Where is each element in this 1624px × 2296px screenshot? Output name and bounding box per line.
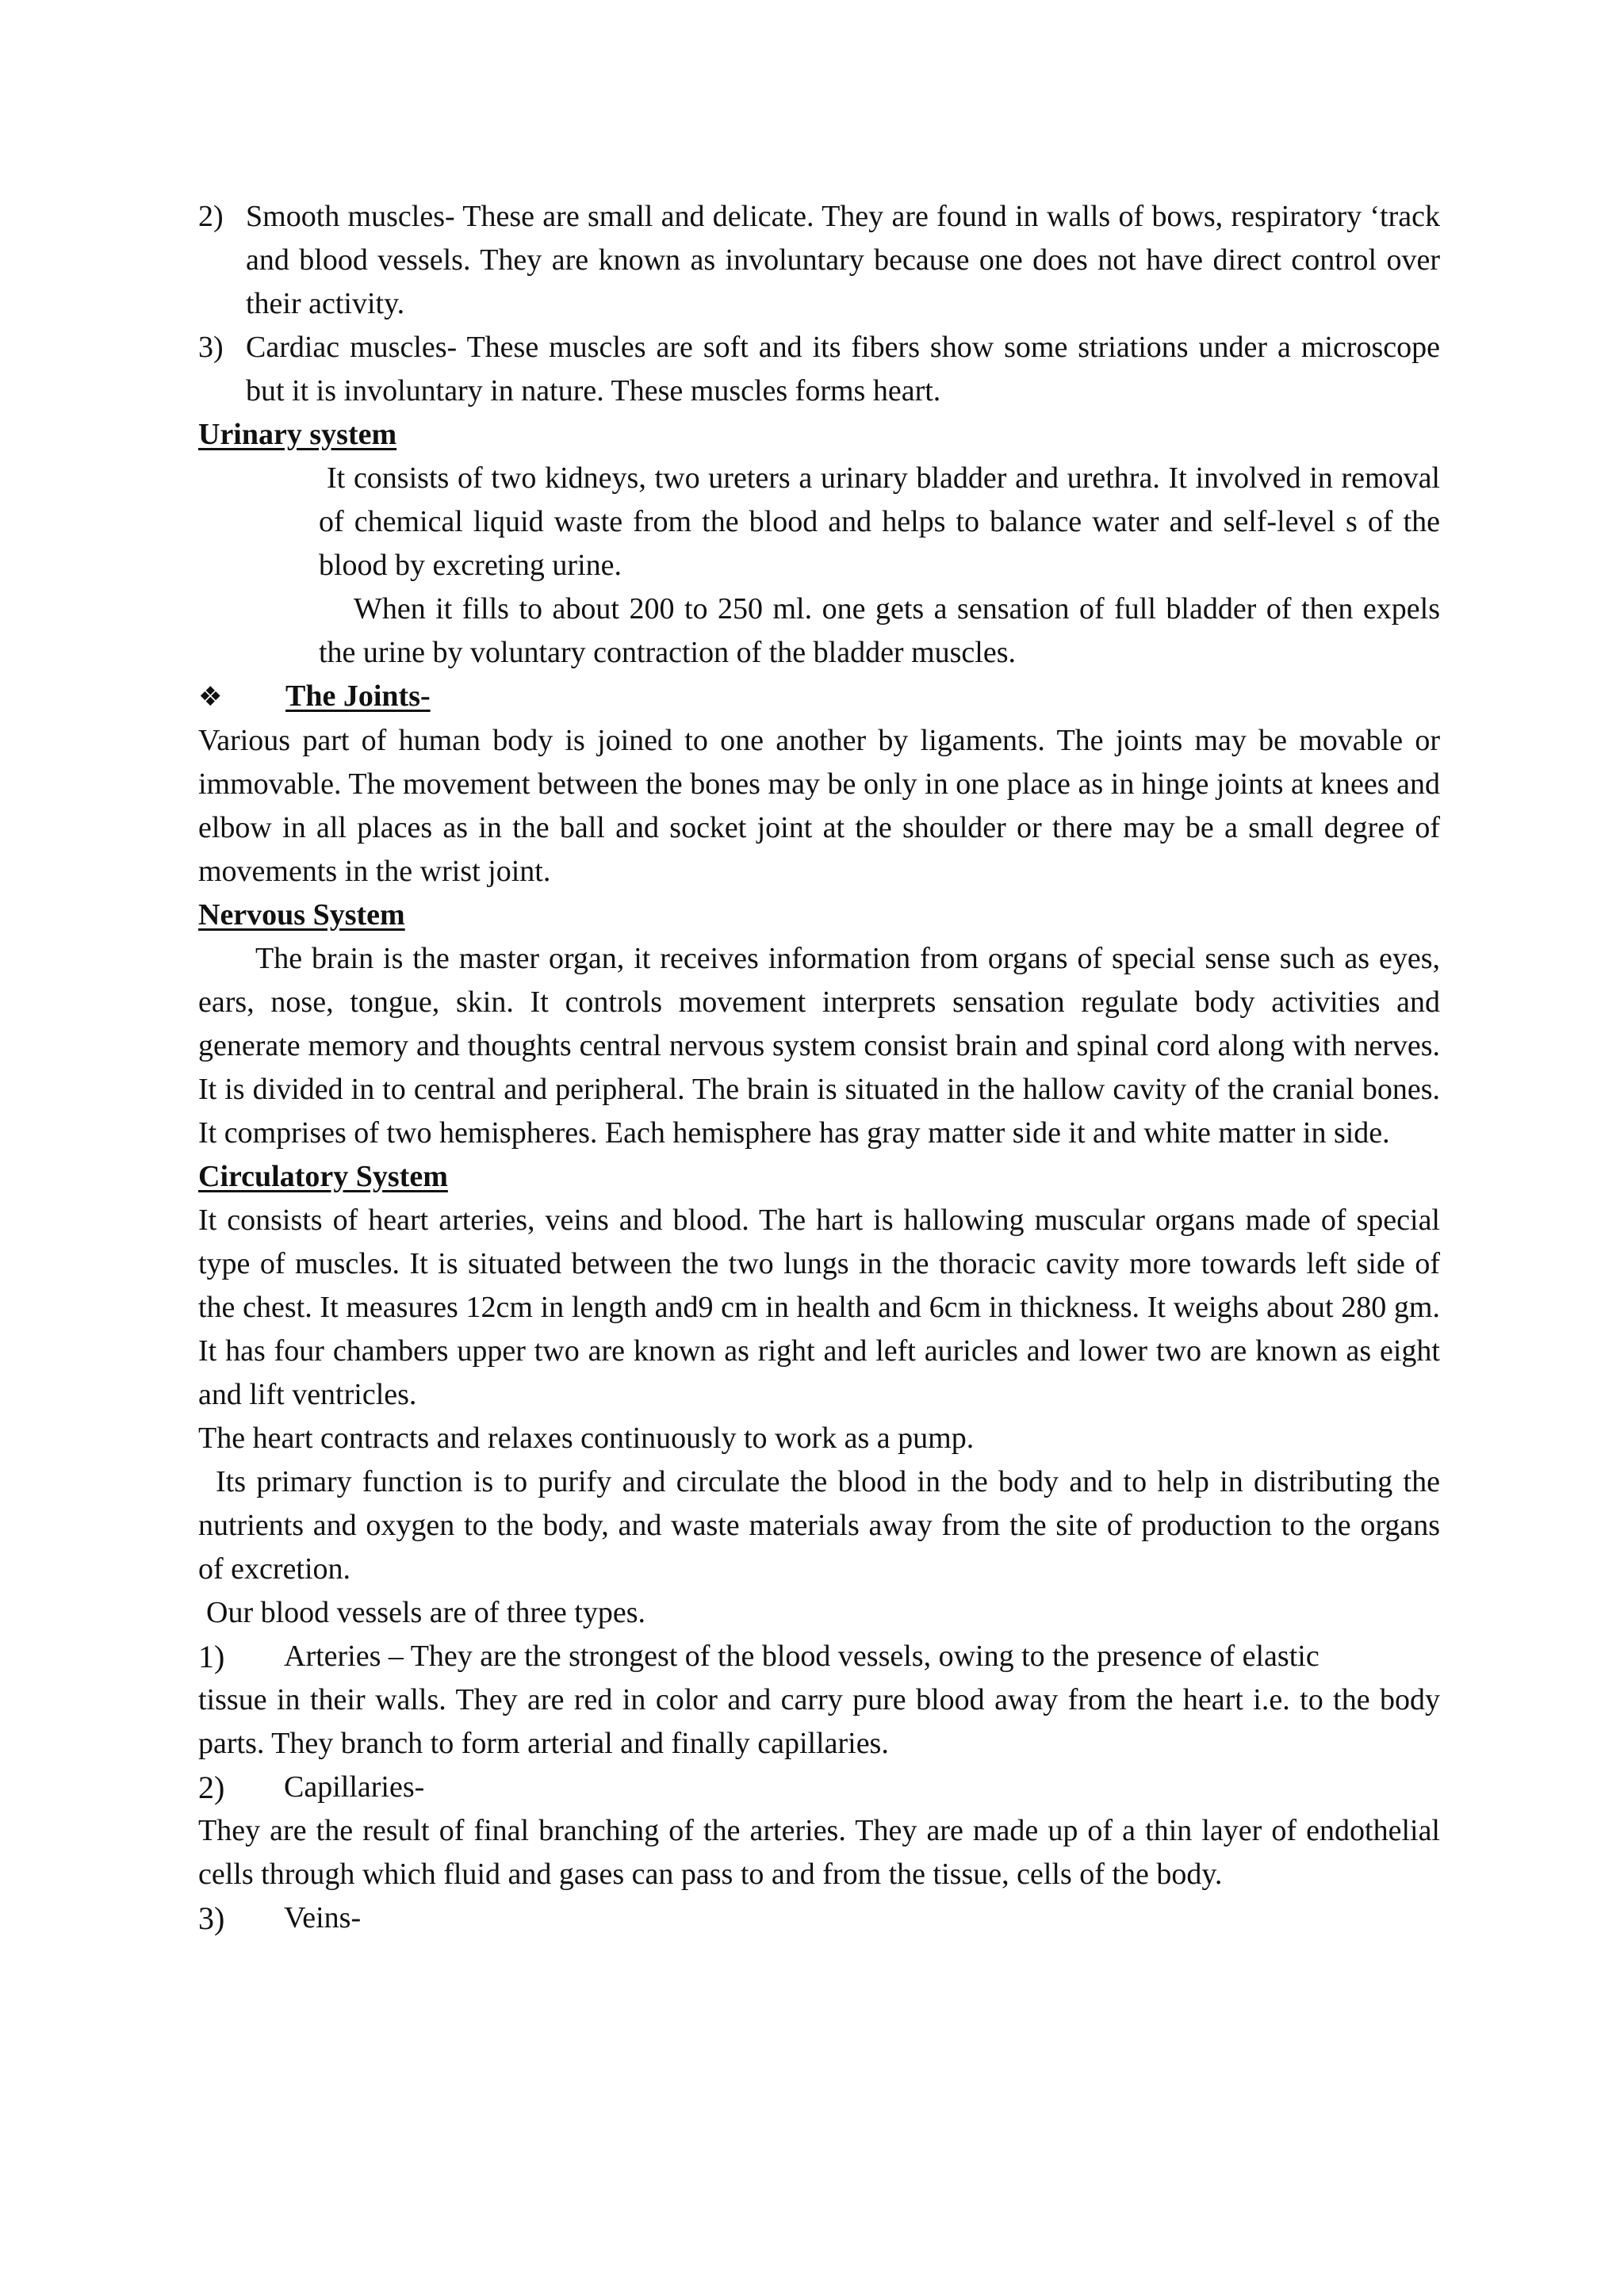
document-page [198,195,1440,1940]
list-item-arteries [198,1635,1440,1678]
paragraph-circulatory-2: The heart contracts and relaxes continuously to work as a pump. [198,1422,975,1455]
diamond-bullet-icon: ❖ [198,681,223,713]
heading-nervous-system: Nervous System [198,898,405,932]
paragraph-urinary-2: When it fills to about 200 to 250 ml. one gets a sensation of full bladder of then expels the urine by voluntary contraction of the bladder muscles. [319,592,1440,669]
paragraph-capillaries: They are the result of final branching of the arteries. They are made up of a thin layer of endothelial cells through which fluid and gases can pass to and from the tissue, cells of the body. [198,1814,1440,1891]
list-item-text: Smooth muscles- These are small and delicate. They are found in walls of bows, respiratory ‘track and blood vessels. They are known as involuntary because one does not have direct control over their activity. [246,200,1440,320]
list-item-text: Cardiac muscles- These muscles are soft and its fibers show some striations under a microscope but it is involuntary in nature. These muscles forms heart. [246,331,1440,408]
list-item-cardiac-muscles [198,326,1440,413]
list-item-label: Capillaries- [284,1770,425,1804]
list-number: 3) [198,331,224,364]
paragraph-circulatory-4: Our blood vessels are of three types. [206,1596,646,1629]
list-number: 3) [198,1900,225,1936]
list-number: 2) [198,200,224,233]
heading-urinary-system: Urinary system [198,418,397,451]
heading-the-joints: The Joints- [285,679,431,713]
paragraph-nervous: The brain is the master organ, it receives information from organs of special sense such as eyes, ears, nose, tongue, skin. It controls movement interprets sensation regulate body activities and generate memory and thoughts central nervous system consist brain and spinal cord along with nerves. It is divided in to central and peripheral. The brain is situated in the hallow cavity of the cranial bones. It comprises of two hemispheres. Each hemisphere has gray matter side it and white matter in side. [198,942,1440,1150]
joints-heading-row [198,675,1440,719]
paragraph-circulatory-1: It consists of heart arteries, veins and blood. The hart is hallowing muscular organs made of special type of muscles. It is situated between the two lungs in the thoracic cavity more towards left side of the chest. It measures 12cm in length and9 cm in health and 6cm in thickness. It weighs about 280 gm. It has four chambers upper two are known as right and left auricles and lower two are known as eight and lift ventricles. [198,1203,1440,1411]
paragraph-urinary-1: It consists of two kidneys, two ureters a urinary bladder and urethra. It involved in removal of chemical liquid waste from the blood and helps to balance water and self-level s of the blood by excreting urine. [319,461,1440,582]
list-item-capillaries [198,1766,1440,1809]
paragraph-arteries: tissue in their walls. They are red in color and carry pure blood away from the heart i.e. to the body parts. They branch to form arterial and finally capillaries. [198,1683,1440,1760]
list-item-smooth-muscles [198,195,1440,326]
list-item-label: Arteries – They are the strongest of the blood vessels, owing to the presence of elastic [284,1640,1320,1673]
list-number: 1) [198,1639,225,1674]
heading-circulatory-system: Circulatory System [198,1160,448,1193]
paragraph-joints: Various part of human body is joined to one another by ligaments. The joints may be movable or immovable. The movement between the bones may be only in one place as in hinge joints at knees and elbow in all places as in the ball and socket joint at the shoulder or there may be a small degree of movements in the wrist joint. [198,724,1440,888]
list-number: 2) [198,1770,225,1805]
list-item-veins [198,1896,1440,1940]
paragraph-circulatory-3: Its primary function is to purify and circulate the blood in the body and to help in distributing the nutrients and oxygen to the body, and waste materials away from the site of production to the organs of excretion. [198,1465,1440,1586]
list-item-label: Veins- [284,1901,362,1934]
